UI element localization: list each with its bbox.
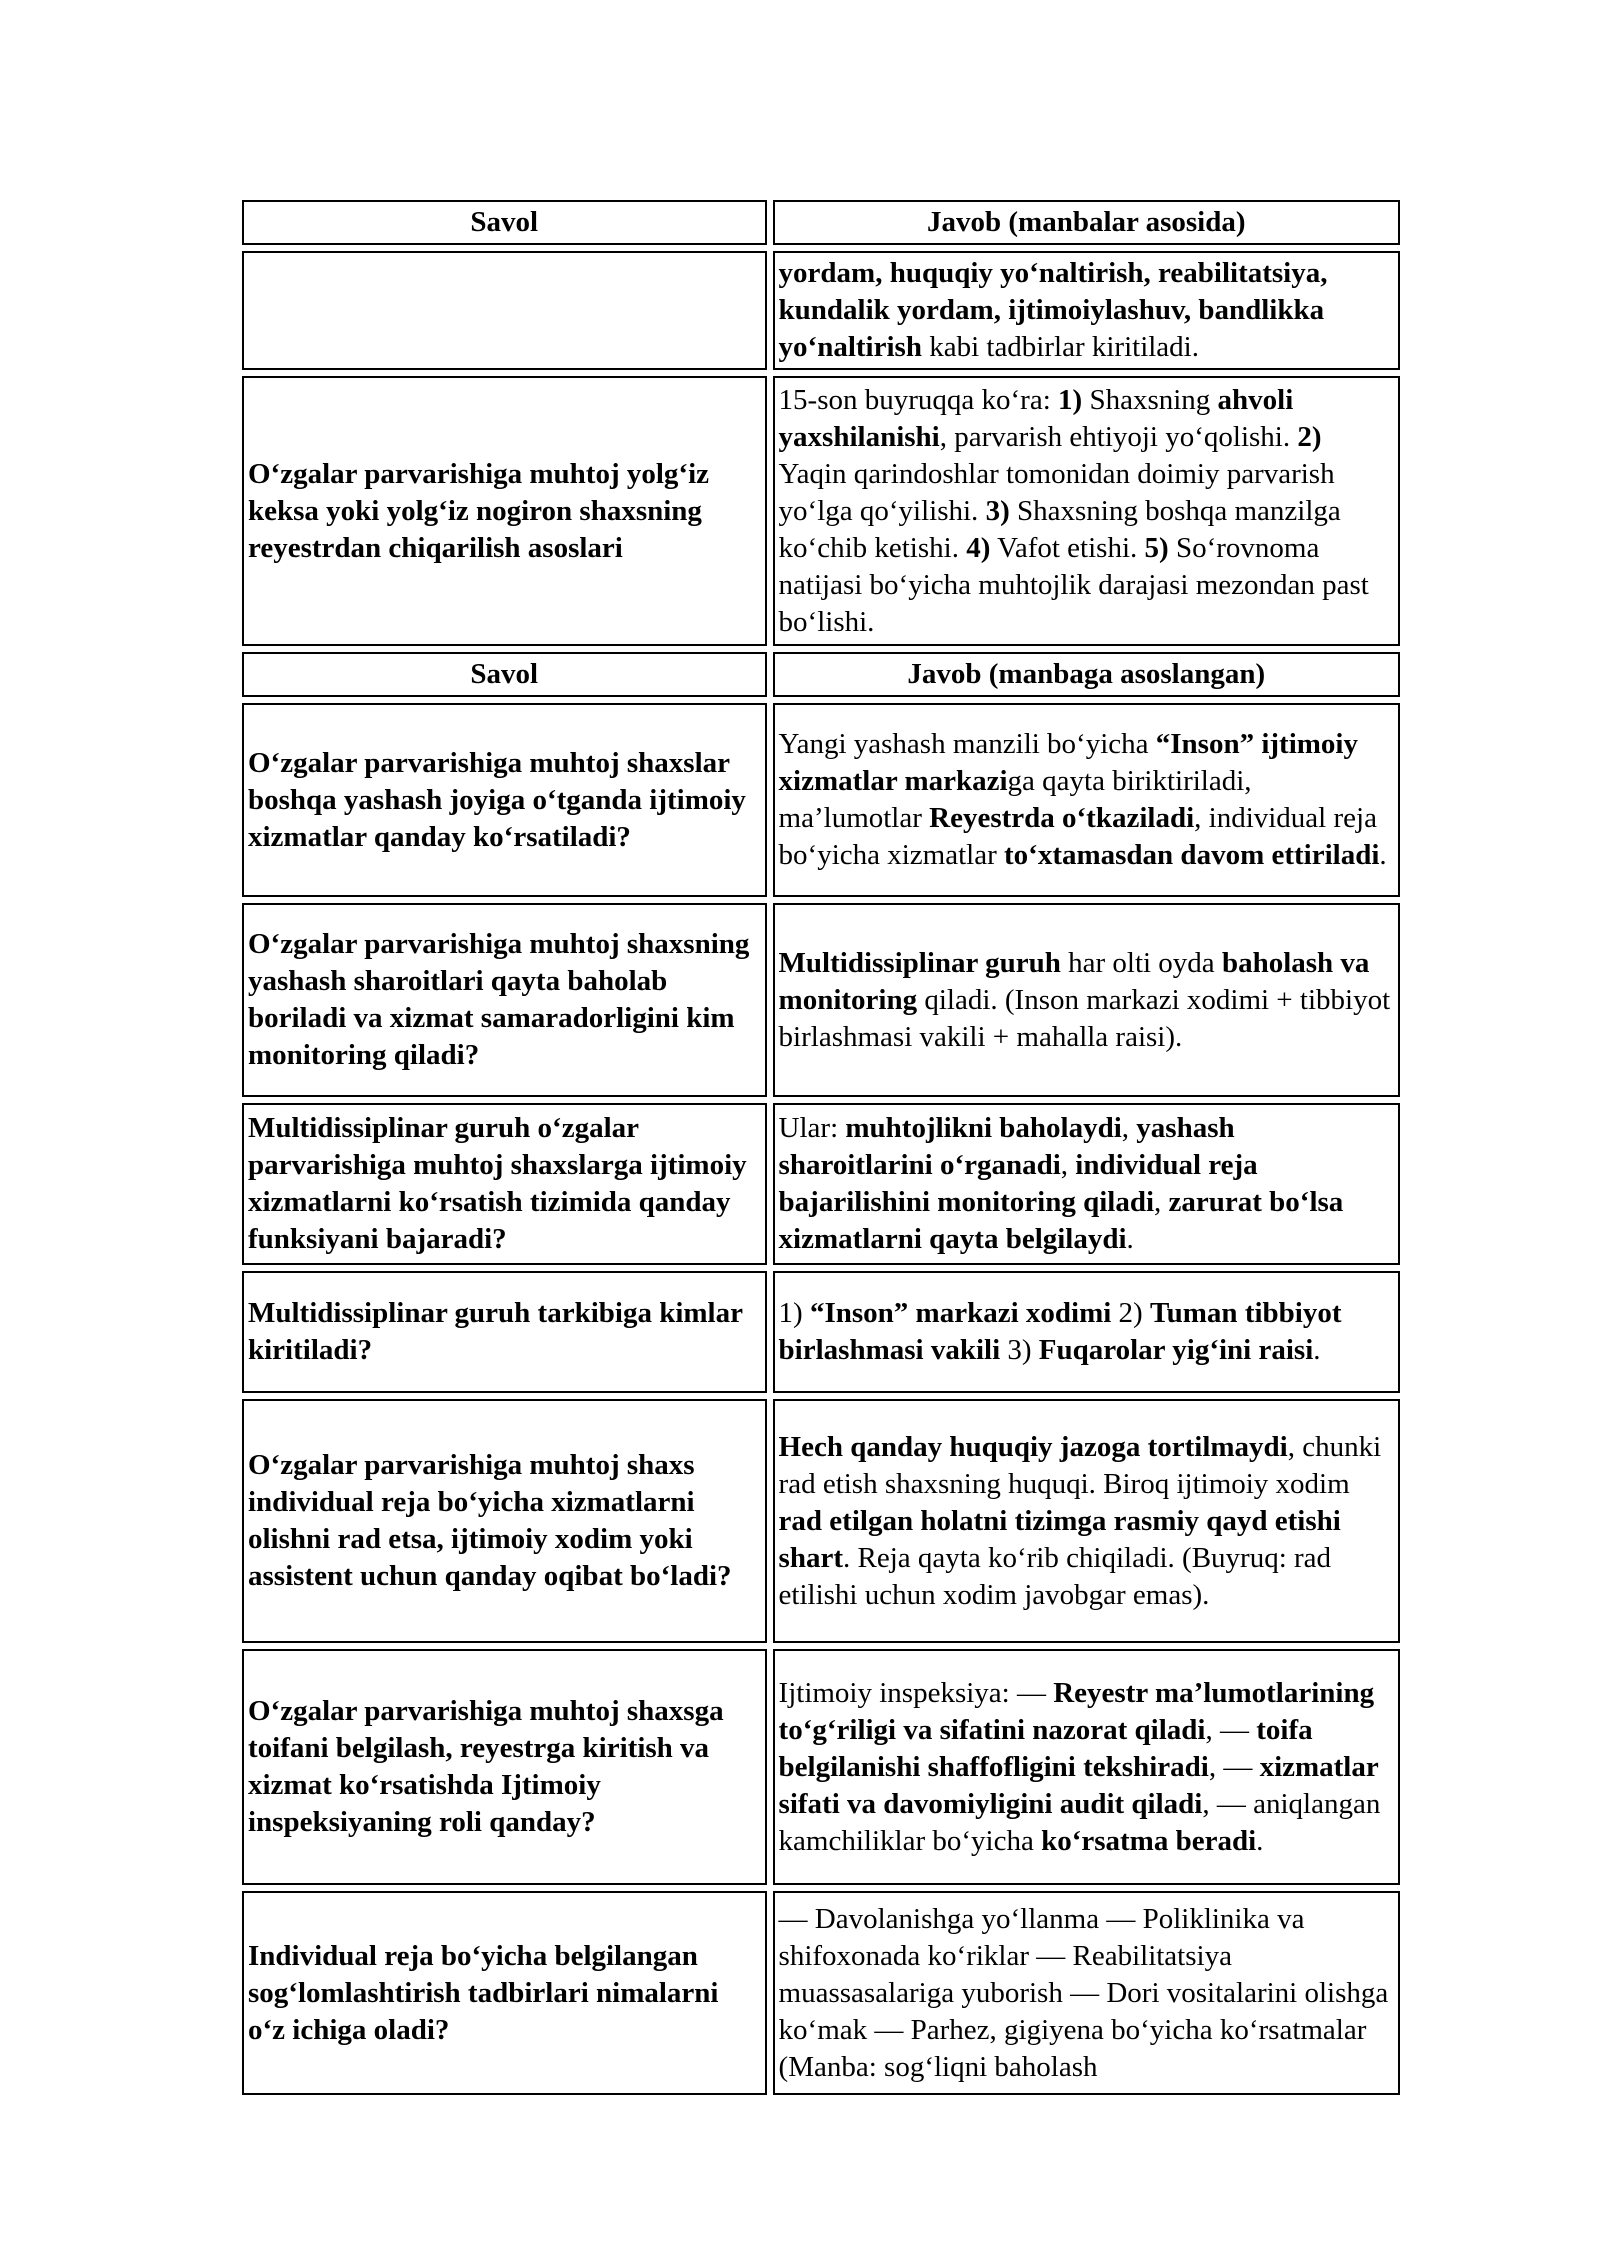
answer-cell <box>773 1271 1400 1393</box>
table-header-row <box>242 652 1400 697</box>
answer-text: ga qayta biriktiriladi, ma’lumotlar <box>778 765 1252 834</box>
answer-bold-text: ko‘rsatma beradi <box>1041 1824 1257 1857</box>
answer-bold-text: Fuqarolar yig‘ini raisi <box>1038 1334 1314 1366</box>
answer-cell <box>773 1891 1400 2095</box>
answer-bold-text: Multidissiplinar guruh <box>778 946 1061 979</box>
answer-bold-text: 2) <box>1297 420 1322 453</box>
answer-text: kabi tadbirlar kiritiladi. <box>921 331 1199 363</box>
answer-bold-text: Tuman tibbiyot birlashmasi vakili <box>778 1297 1342 1366</box>
table-row <box>242 1271 1400 1393</box>
answer-text: . <box>1313 1334 1321 1366</box>
column-header-answer: Javob (manbalar asosida) <box>773 200 1400 245</box>
column-header-answer: Javob (manbaga asoslangan) <box>773 652 1400 697</box>
answer-bold-text: baholash va monitoring <box>778 946 1370 1016</box>
qa-table <box>236 194 1406 2101</box>
question-cell: O‘zgalar parvarishiga muhtoj yolg‘iz keksa yoki yolg‘iz nogiron shaxsning reyestrdan chiqarilish asoslari <box>242 376 767 646</box>
answer-text: , <box>1154 1186 1169 1218</box>
answer-text: , chunki rad etish shaxsning huquqi. Biroq ijtimoiy xodim <box>778 1430 1382 1500</box>
answer-text: Yaqin qarindoshlar tomonidan doimiy parvarish yo‘lga qo‘yilishi. <box>778 457 1335 527</box>
answer-bold-text: 5) <box>1144 531 1169 564</box>
answer-text: 15-son buyruqqa ko‘ra: <box>778 383 1059 416</box>
table-row <box>242 1649 1400 1885</box>
answer-bold-text: ahvoli yaxshilanishi <box>778 383 1294 453</box>
question-cell: O‘zgalar parvarishiga muhtoj shaxs individual reja bo‘yicha xizmatlarni olishni rad etsa, ijtimoiy xodim yoki assistent uchun qanday oqibat bo‘ladi? <box>242 1399 767 1643</box>
answer-cell <box>773 1399 1400 1643</box>
question-cell: O‘zgalar parvarishiga muhtoj shaxsning yashash sharoitlari qayta baholab boriladi va xizmat samaradorligini kim monitoring qiladi? <box>242 903 767 1097</box>
answer-text: har olti oyda <box>1060 946 1222 979</box>
answer-text: 1) <box>778 1297 810 1329</box>
answer-cell <box>773 1103 1400 1265</box>
table-row <box>242 903 1400 1097</box>
answer-bold-text: 1) <box>1058 383 1083 416</box>
answer-bold-text: toifa belgilanishi shaffofligini tekshiradi <box>778 1713 1313 1783</box>
answer-text: Shaxsning boshqa manzilga ko‘chib ketishi. <box>778 494 1341 564</box>
answer-bold-text: rad etilgan holatni tizimga rasmiy qayd etishi shart <box>778 1504 1341 1574</box>
answer-text: , — aniqlangan kamchiliklar bo‘yicha <box>778 1787 1381 1857</box>
answer-cell <box>773 376 1400 646</box>
answer-text: qiladi. (Inson markazi xodimi + tibbiyot birlashmasi vakili + mahalla raisi). <box>778 983 1391 1053</box>
question-cell: O‘zgalar parvarishiga muhtoj shaxsga toifani belgilash, reyestrga kiritish va xizmat ko‘rsatishda Ijtimoiy inspeksiyaning roli qanday? <box>242 1649 767 1885</box>
answer-text: . Reja qayta ko‘rib chiqiladi. (Buyruq: rad etilishi uchun xodim javobgar emas). <box>778 1541 1332 1611</box>
answer-text: , <box>1060 1149 1076 1181</box>
question-cell <box>242 251 767 370</box>
table-row <box>242 703 1400 897</box>
answer-bold-text: Reyestrda o‘tkaziladi <box>929 802 1195 834</box>
question-cell: Multidissiplinar guruh tarkibiga kimlar kiritiladi? <box>242 1271 767 1393</box>
answer-text: Shaxsning <box>1082 383 1218 416</box>
table-row <box>242 1399 1400 1643</box>
answer-cell <box>773 251 1400 370</box>
answer-bold-text: to‘xtamasdan davom ettiriladi <box>1004 839 1380 871</box>
answer-cell <box>773 1649 1400 1885</box>
answer-text: . <box>1379 839 1387 871</box>
answer-text: . <box>1126 1223 1134 1255</box>
answer-bold-text: 3) <box>985 494 1010 527</box>
answer-bold-text: yordam, huquqiy yo‘naltirish, reabilitatsiya, kundalik yordam, ijtimoiylashuv, bandlikka yo‘naltirish <box>778 257 1328 363</box>
answer-text: — Davolanishga yo‘llanma — Poliklinika va shifoxonada ko‘riklar — Reabilitatsiya muassasalariga yuborish — Dori vositalarini olishga ko‘mak — Parhez, gigiyena bo‘yicha ko‘rsatmalar (Manba: sog‘liqni baholash <box>778 1902 1389 2083</box>
answer-bold-text: muhtojlikni baholaydi <box>845 1112 1122 1144</box>
answer-text: , <box>1121 1112 1137 1144</box>
answer-cell <box>773 703 1400 897</box>
qa-table-body <box>242 200 1400 2095</box>
answer-bold-text: Hech qanday huquqiy jazoga tortilmaydi <box>778 1430 1288 1463</box>
answer-bold-text: yashash sharoitlarini o‘rganadi <box>778 1112 1235 1181</box>
answer-text: , — <box>1205 1713 1257 1746</box>
answer-bold-text: Reyestr ma’lumotlarining to‘g‘riligi va sifatini nazorat qiladi <box>778 1676 1375 1746</box>
column-header-question: Savol <box>242 652 767 697</box>
answer-text: So‘rovnoma natijasi bo‘yicha muhtojlik darajasi mezondan past bo‘lishi. <box>778 531 1369 638</box>
table-row <box>242 1891 1400 2095</box>
answer-text: 2) <box>1111 1297 1150 1329</box>
answer-bold-text: individual reja bajarilishini monitoring qiladi <box>778 1149 1258 1218</box>
answer-text: Yangi yashash manzili bo‘yicha <box>778 728 1156 760</box>
answer-bold-text: xizmatlar sifati va davomiyligini audit qiladi <box>778 1750 1379 1820</box>
answer-text: . <box>1256 1824 1264 1857</box>
answer-bold-text: 4) <box>966 531 991 564</box>
answer-text: Ular: <box>778 1112 846 1144</box>
table-row <box>242 376 1400 646</box>
answer-bold-text: “Inson” ijtimoiy xizmatlar markazi <box>778 728 1358 797</box>
answer-text: , individual reja bo‘yicha xizmatlar <box>778 802 1377 871</box>
column-header-question: Savol <box>242 200 767 245</box>
answer-text: , — <box>1208 1750 1260 1783</box>
answer-bold-text: “Inson” markazi xodimi <box>809 1297 1112 1329</box>
answer-bold-text: zarurat bo‘lsa xizmatlarni qayta belgilaydi <box>778 1186 1344 1255</box>
question-cell: O‘zgalar parvarishiga muhtoj shaxslar boshqa yashash joyiga o‘tganda ijtimoiy xizmatlar qanday ko‘rsatiladi? <box>242 703 767 897</box>
question-cell: Multidissiplinar guruh o‘zgalar parvarishiga muhtoj shaxslarga ijtimoiy xizmatlarni ko‘rsatish tizimida qanday funksiyani bajaradi? <box>242 1103 767 1265</box>
table-row <box>242 1103 1400 1265</box>
answer-text: Vafot etishi. <box>990 531 1145 564</box>
answer-cell <box>773 903 1400 1097</box>
answer-text: Ijtimoiy inspeksiya: — <box>778 1676 1054 1709</box>
answer-text: 3) <box>1000 1334 1039 1366</box>
question-cell: Individual reja bo‘yicha belgilangan sog‘lomlashtirish tadbirlari nimalarni o‘z ichiga oladi? <box>242 1891 767 2095</box>
table-header-row <box>242 200 1400 245</box>
answer-text: , parvarish ehtiyoji yo‘qolishi. <box>939 420 1298 453</box>
table-row <box>242 251 1400 370</box>
